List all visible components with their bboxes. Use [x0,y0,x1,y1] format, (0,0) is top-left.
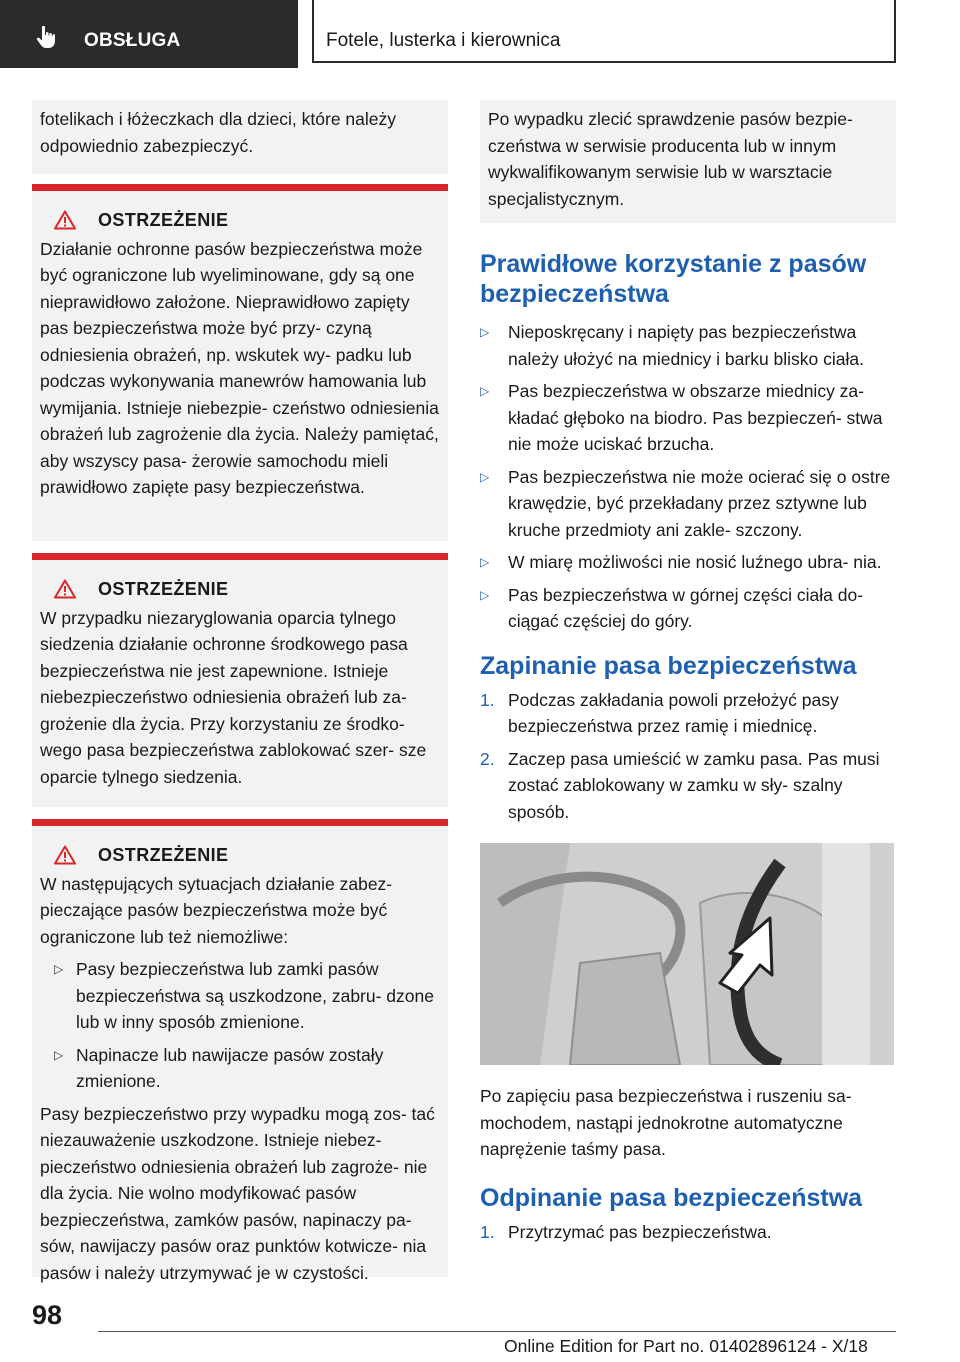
triangle-bullet-icon: ▷ [54,962,64,976]
list-item [480,687,896,740]
section-heading: Odpinanie pasa bezpieczeństwa [480,1183,863,1212]
step-number: 1. [480,689,495,710]
intro-text: Po wypadku zlecić sprawdzenie pasów bezpie- czeństwa w serwisie producenta lub w innym wykwalifikowanym serwisie lub w warsztacie specjalistycznym. [488,109,853,209]
triangle-bullet-icon: ▷ [480,325,490,339]
warning-title: OSTRZEŻENIE [98,210,229,230]
list-item [480,378,896,458]
list-item-text: Pasy bezpieczeństwa lub zamki pasów bezpieczeństwa są uszkodzone, zabru- dzone lub w inny sposób zmienione. [76,959,434,1032]
intro-text: fotelikach i łóżeczkach dla dzieci, które należy odpowiednio zabezpieczyć. [40,109,397,156]
list-item [480,582,896,635]
warning-title: OSTRZEŻENIE [98,579,229,599]
list-item-text: Przytrzymać pas bezpieczeństwa. [508,1221,772,1242]
warning-triangle-icon [54,845,76,865]
warning-header [40,207,440,234]
step-number: 2. [480,748,495,769]
triangle-bullet-icon: ▷ [480,587,490,602]
list-item-text: W miarę możliwości nie nosić luźnego ubra- nia. [508,552,882,572]
footer-divider [98,1331,896,1332]
list-item [480,1219,896,1246]
list-item-text: Zaczep pasa umieścić w zamku pasa. Pas musi zostać zablokowany w zamku w sły- szalny sposób. [508,748,880,822]
section-tab [0,0,298,68]
list-item [480,464,896,544]
triangle-bullet-icon: ▷ [480,384,490,398]
intro-box [32,100,448,174]
warning-box-1 [32,184,448,541]
hand-pointer-icon [34,24,60,50]
intro-box [480,100,896,223]
list-item-text: Pas bezpieczeństwa nie może ocierać się o ostre krawędzie, być przekładany przez sztywne lub kruche przedmioty ani zakle- szczony. [508,466,891,540]
list-item-text: Podczas zakładania powoli przełożyć pasy bezpieczeństwa przez ramię i miednicę. [508,689,839,736]
warning-triangle-icon [54,579,76,599]
list-item [480,549,896,576]
warning-box-2 [32,553,448,807]
page-number: 98 [32,1300,63,1330]
seat-belt-illustration [480,843,894,1065]
triangle-bullet-icon: ▷ [480,469,490,484]
list-item-text: Nieposkręcany i napięty pas bezpieczeństwa należy ułożyć na miednicy i barku blisko ciała. [508,322,864,369]
left-column [32,100,448,1283]
warning-box-3 [32,819,448,1283]
list-item-text: Pas bezpieczeństwa w górnej części ciała do- ciągać częściej do góry. [508,584,864,631]
bullet-list [480,319,896,635]
list-item-text: Pas bezpieczeństwa w obszarze miednicy za- kładać głęboko na biodro. Pas bezpieczeń- stwa nie może uciskać brzucha. [508,381,883,454]
warning-header [40,842,440,869]
warning-text: W następujących sytuacjach działanie zabez- pieczające pasów bezpieczeństwa może być ograniczone lub też niemożliwe: [40,873,393,947]
warning-text: W przypadku niezaryglowania oparcia tylnego siedzenia działanie ochronne środkowego pasa bezpieczeństwa nie jest zapewnione. Istnieje niebezpieczeństwo odniesienia obrażeń lub za- grożenie dla życia. Przy korzystaniu ze środko- wego pasa bezpieczeństwa zablokować szer- sze oparcie tylnego siedzenia. [40,607,427,787]
warning-text: Pasy bezpieczeństwo przy wypadku mogą zos- tać niezauważenie uszkodzone. Istnieje niebez- pieczeństwo odniesienia obrażeń lub zagroże- nie dla życia. Nie wolno modyfikować pasów bezpieczeństwa, zamków pasów, napinaczy pa- sów, nawijaczy pasów oraz punktów kotwicze- nia pasów i należy utrzymywać je w czystości. [40,1103,435,1283]
warning-title: OSTRZEŻENIE [98,845,229,865]
step-number: 1. [480,1221,495,1242]
triangle-bullet-icon: ▷ [54,1047,64,1062]
right-column [480,100,896,1245]
paragraph: Po zapięciu pasa bezpieczeństwa i ruszeniu sa- mochodem, nastąpi jednokrotne automatyczne naprężenie taśmy pasa. [480,1086,852,1159]
footer-edition: Online Edition for Part no. 01402896124 - X/18 [504,1336,868,1356]
list-item [54,956,440,1036]
chapter-title: Fotele, lusterka i kierownica [326,30,561,51]
list-item [54,1042,440,1095]
seat-belt-buckle-image [480,843,894,1065]
warning-text: Działanie ochronne pasów bezpieczeństwa może być ograniczone lub wyeliminowane, gdy są one nieprawidłowo założone. Nieprawidłowo zapięty pas bezpieczeństwa może być przy- czyną odniesienia obrażeń, np. wskutek wy- padku lub podczas wykonywania manewrów hamowania lub wymijania. Istnieje niebezpie- czeństwo odniesienia obrażeń lub zagrożenie dla życia. Należy pamiętać, aby wszyscy pasa- żerowie samochodu mieli prawidłowo zapięte pasy bezpieczeństwa. [40,238,439,497]
triangle-bullet-icon: ▷ [480,555,490,569]
numbered-list [480,687,896,826]
warning-triangle-icon [54,210,76,230]
list-item-text: Napinacze lub nawijacze pasów zostały zmienione. [76,1044,384,1091]
list-item [480,746,896,826]
section-heading: Prawidłowe korzystanie z pasów bezpieczeństwa [480,250,867,308]
warning-header [40,576,440,603]
section-heading: Zapinanie pasa bezpieczeństwa [480,651,857,680]
chapter-title-box [312,0,896,63]
list-item [480,319,896,372]
numbered-list [480,1219,896,1246]
section-label: OBSŁUGA [84,30,181,51]
